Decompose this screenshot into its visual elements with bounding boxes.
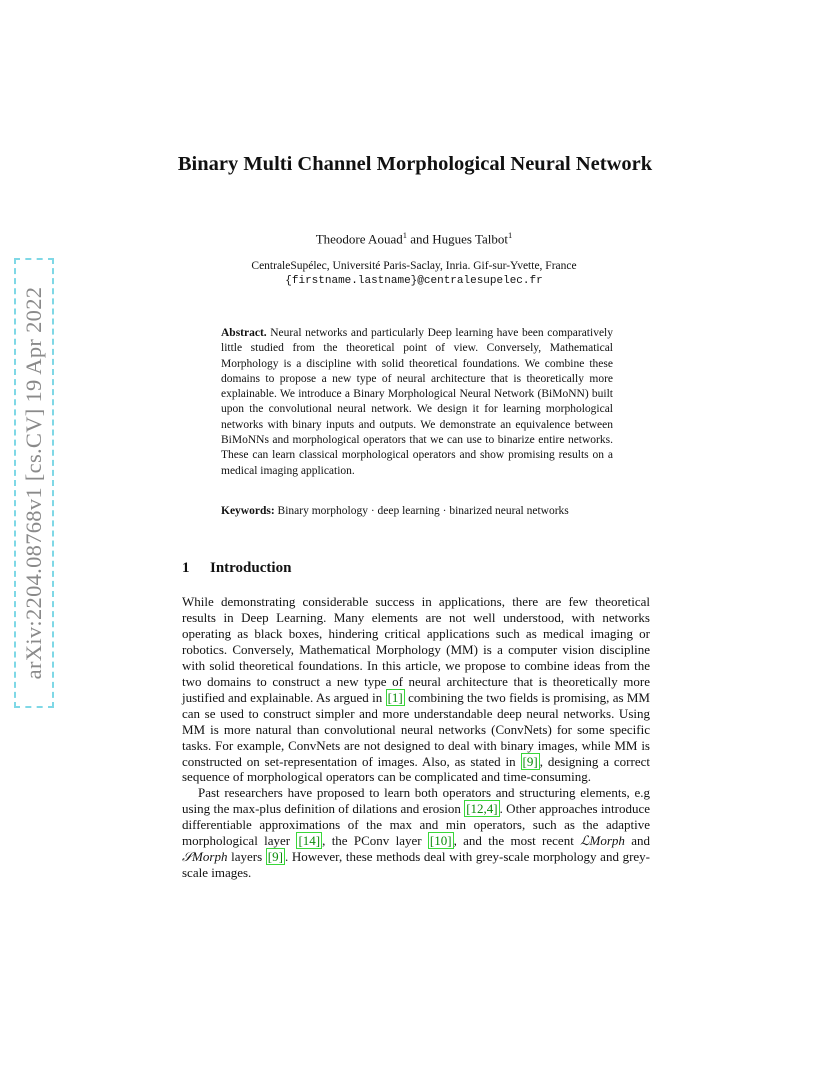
abstract [221, 326, 613, 479]
smorph-term: 𝒮Morph [182, 849, 228, 865]
paragraph [182, 594, 650, 785]
author-email: {firstname.lastname}@centralesupelec.fr [285, 275, 543, 287]
affiliation-text: CentraleSupélec, Université Paris-Saclay, Inria. Gif-sur-Yvette, France [251, 260, 577, 272]
text-run: , and the most recent [453, 833, 581, 849]
text-run: Past researchers have proposed to learn both operators and structuring elements, e.g using the max-plus definition of dilations and erosion [182, 785, 650, 817]
section-heading [182, 560, 291, 577]
citation-link[interactable]: [12,4] [466, 801, 498, 817]
author-joiner: and [406, 231, 433, 247]
keywords [221, 504, 613, 519]
text-run: . However, these methods deal with grey-scale morphology and grey-scale images. [182, 849, 651, 881]
section-body [182, 594, 650, 881]
citation-link[interactable]: [9] [522, 753, 538, 769]
affiliation-block [0, 259, 828, 289]
paragraph [182, 785, 650, 881]
keywords-text: Binary morphology · deep learning · binarized neural networks [277, 505, 569, 517]
citation-link[interactable]: [10] [429, 833, 452, 849]
text-run: . Other approaches introduce differentiable approximations of the max and min operators, such as the adaptive morphological layer [182, 801, 650, 849]
text-run: , designing a correct sequence of morphological operators can be complicated and time-consuming. [182, 753, 650, 785]
section-number: 1 [182, 560, 190, 576]
affiliation-mark: 1 [508, 230, 513, 240]
section-title: Introduction [210, 560, 292, 576]
abstract-label: Abstract. [221, 327, 267, 339]
citation-link[interactable]: [14] [298, 833, 321, 849]
arxiv-identifier[interactable] [14, 258, 54, 708]
citation-link[interactable]: [9] [267, 849, 283, 865]
text-run: and [624, 833, 650, 849]
arxiv-identifier-text: arXiv:2204.08768v1 [cs.CV] 19 Apr 2022 [21, 286, 46, 680]
author-name: Theodore Aouad [315, 231, 403, 247]
text-run: layers [227, 849, 266, 865]
affiliation-mark: 1 [402, 230, 407, 240]
abstract-text: Neural networks and particularly Deep learning have been comparatively little studied from the theoretical point of view. Conversely, Mathematical Morphology is a discipline with solid theoretical foundations. We combine these domains to propose a new type of neural architecture that is theoretically more explainable. We introduce a Binary Morphological Neural Network (BiMoNN) built upon the convolutional neural network. We design it for learning morphological networks with binary inputs and outputs. We demonstrate an equivalence between BiMoNNs and morphological operators that we can use to binarize entire networks. These can learn classical morphological operators and show promising results on a medical imaging application. [221, 327, 613, 477]
text-run: While demonstrating considerable success in applications, there are few theoretical results in Deep Learning. Many elements are not well understood, with networks operating as black boxes, hindering critical applications such as medical imaging or robotics. Conversely, Mathematical Morphology (MM) is a computer vision discipline with solid theoretical foundations. In this article, we propose to combine ideas from the two domains to construct a new type of neural architecture that is theoretically more justified and explainable. As argued in [182, 594, 650, 705]
paper-title: Binary Multi Channel Morphological Neural Network [177, 153, 653, 175]
text-run: combining the two fields is promising, as MM can se used to construct simpler and more understandable deep neural networks. Using MM is more natural than convolutional neural networks (ConvNets) for some specific tasks. For example, ConvNets are not designed to deal with binary images, while MM is constructed on set-representation of images. Also, as stated in [182, 689, 650, 769]
keywords-label: Keywords: [221, 505, 275, 517]
author-list [0, 230, 828, 247]
citation-link[interactable]: [1] [387, 689, 403, 705]
author-name: Hugues Talbot [432, 231, 509, 247]
lmorph-term: ℒMorph [580, 833, 625, 849]
text-run: , the PConv layer [322, 833, 428, 849]
